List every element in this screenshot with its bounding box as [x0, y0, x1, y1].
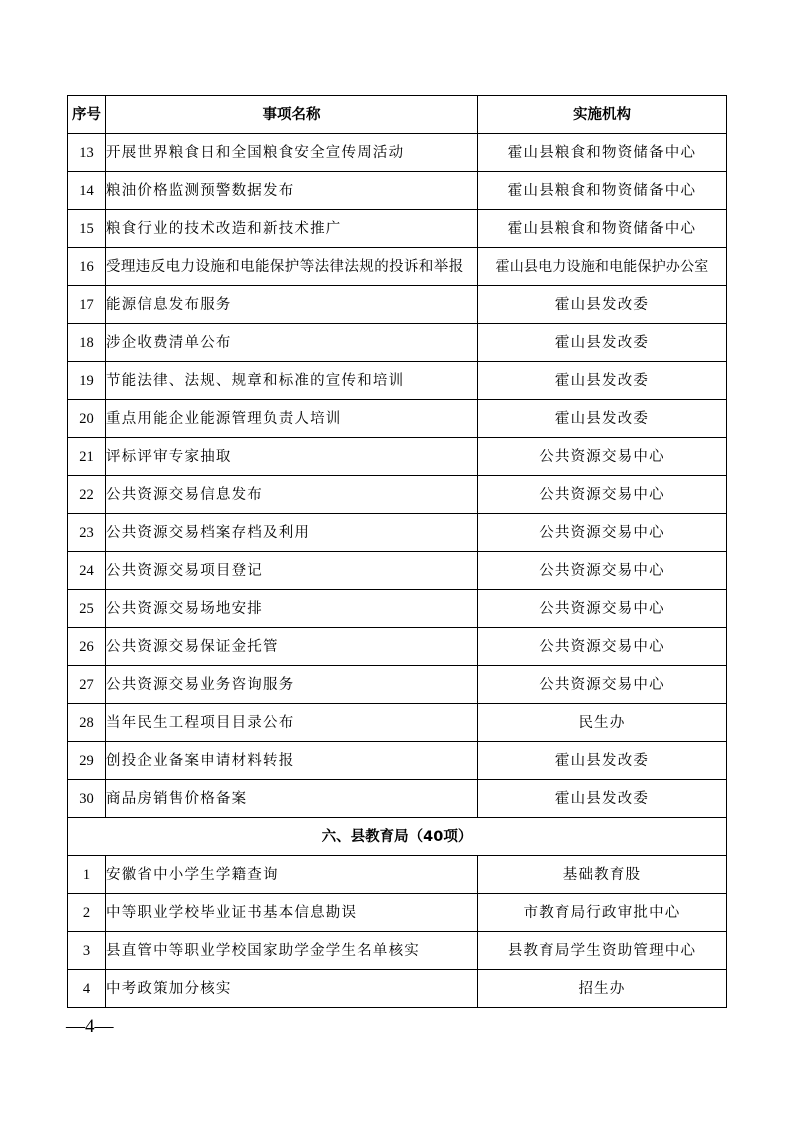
table-row — [68, 248, 727, 286]
row-item-name: 公共资源交易档案存档及利用 — [106, 514, 478, 552]
service-items-table — [67, 95, 727, 1008]
row-agency: 霍山县电力设施和电能保护办公室 — [478, 248, 727, 286]
row-item-name: 公共资源交易信息发布 — [106, 476, 478, 514]
row-number: 27 — [68, 666, 106, 704]
row-agency: 招生办 — [478, 970, 727, 1008]
row-number: 15 — [68, 210, 106, 248]
table-header-row — [68, 96, 727, 134]
row-agency: 霍山县粮食和物资储备中心 — [478, 210, 727, 248]
table-row — [68, 970, 727, 1008]
row-number: 30 — [68, 780, 106, 818]
table-row — [68, 590, 727, 628]
row-number: 26 — [68, 628, 106, 666]
row-item-name: 县直管中等职业学校国家助学金学生名单核实 — [106, 932, 478, 970]
row-number: 19 — [68, 362, 106, 400]
row-item-name: 当年民生工程项目目录公布 — [106, 704, 478, 742]
row-item-name: 评标评审专家抽取 — [106, 438, 478, 476]
row-item-name: 公共资源交易项目登记 — [106, 552, 478, 590]
row-number: 25 — [68, 590, 106, 628]
row-item-name: 重点用能企业能源管理负责人培训 — [106, 400, 478, 438]
row-number: 4 — [68, 970, 106, 1008]
row-agency: 公共资源交易中心 — [478, 438, 727, 476]
row-number: 1 — [68, 856, 106, 894]
row-agency: 民生办 — [478, 704, 727, 742]
row-item-name: 中等职业学校毕业证书基本信息勘误 — [106, 894, 478, 932]
row-item-name: 创投企业备案申请材料转报 — [106, 742, 478, 780]
table-row — [68, 476, 727, 514]
table-row — [68, 742, 727, 780]
row-number: 23 — [68, 514, 106, 552]
table-row — [68, 666, 727, 704]
table-row — [68, 552, 727, 590]
table-row — [68, 134, 727, 172]
row-agency: 霍山县粮食和物资储备中心 — [478, 172, 727, 210]
row-agency: 霍山县发改委 — [478, 400, 727, 438]
row-item-name: 节能法律、法规、规章和标准的宣传和培训 — [106, 362, 478, 400]
row-item-name: 粮油价格监测预警数据发布 — [106, 172, 478, 210]
table-row — [68, 210, 727, 248]
row-item-name: 涉企收费清单公布 — [106, 324, 478, 362]
row-number: 13 — [68, 134, 106, 172]
row-number: 29 — [68, 742, 106, 780]
row-agency: 霍山县粮食和物资储备中心 — [478, 134, 727, 172]
row-agency: 公共资源交易中心 — [478, 476, 727, 514]
row-number: 17 — [68, 286, 106, 324]
row-item-name: 受理违反电力设施和电能保护等法律法规的投诉和举报 — [106, 248, 478, 286]
table-row — [68, 704, 727, 742]
row-item-name: 粮食行业的技术改造和新技术推广 — [106, 210, 478, 248]
header-serial-number: 序号 — [68, 96, 106, 134]
row-item-name: 能源信息发布服务 — [106, 286, 478, 324]
table-row — [68, 286, 727, 324]
row-agency: 基础教育股 — [478, 856, 727, 894]
row-agency: 公共资源交易中心 — [478, 552, 727, 590]
row-item-name: 公共资源交易业务咨询服务 — [106, 666, 478, 704]
row-number: 14 — [68, 172, 106, 210]
row-agency: 公共资源交易中心 — [478, 628, 727, 666]
row-item-name: 公共资源交易保证金托管 — [106, 628, 478, 666]
section-title: 六、县教育局（40项） — [68, 818, 727, 856]
row-agency: 霍山县发改委 — [478, 742, 727, 780]
page-number: —4— — [66, 1016, 114, 1037]
table-row — [68, 856, 727, 894]
row-agency: 霍山县发改委 — [478, 362, 727, 400]
row-agency: 公共资源交易中心 — [478, 590, 727, 628]
row-number: 22 — [68, 476, 106, 514]
table-row — [68, 894, 727, 932]
row-number: 24 — [68, 552, 106, 590]
row-number: 20 — [68, 400, 106, 438]
row-agency: 县教育局学生资助管理中心 — [478, 932, 727, 970]
table-row — [68, 932, 727, 970]
row-item-name: 安徽省中小学生学籍查询 — [106, 856, 478, 894]
row-number: 16 — [68, 248, 106, 286]
table-row — [68, 400, 727, 438]
row-number: 18 — [68, 324, 106, 362]
table-row — [68, 628, 727, 666]
table-row — [68, 324, 727, 362]
row-number: 3 — [68, 932, 106, 970]
table-row — [68, 780, 727, 818]
row-agency: 市教育局行政审批中心 — [478, 894, 727, 932]
table-row — [68, 514, 727, 552]
row-number: 28 — [68, 704, 106, 742]
row-agency: 霍山县发改委 — [478, 780, 727, 818]
row-item-name: 商品房销售价格备案 — [106, 780, 478, 818]
header-implementing-agency: 实施机构 — [478, 96, 727, 134]
header-item-name: 事项名称 — [106, 96, 478, 134]
row-agency: 公共资源交易中心 — [478, 514, 727, 552]
section-heading-row — [68, 818, 727, 856]
row-number: 21 — [68, 438, 106, 476]
row-agency: 公共资源交易中心 — [478, 666, 727, 704]
row-agency: 霍山县发改委 — [478, 324, 727, 362]
row-item-name: 中考政策加分核实 — [106, 970, 478, 1008]
row-item-name: 开展世界粮食日和全国粮食安全宣传周活动 — [106, 134, 478, 172]
row-number: 2 — [68, 894, 106, 932]
row-agency: 霍山县发改委 — [478, 286, 727, 324]
table-row — [68, 172, 727, 210]
table-row — [68, 362, 727, 400]
row-item-name: 公共资源交易场地安排 — [106, 590, 478, 628]
table-row — [68, 438, 727, 476]
